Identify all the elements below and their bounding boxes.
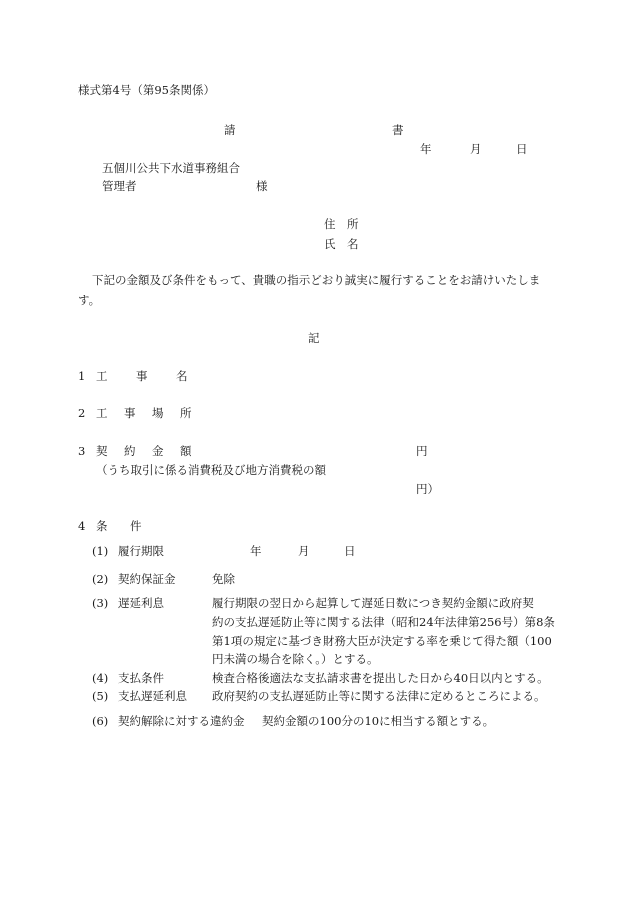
item-label-char: 条 — [96, 519, 108, 533]
ki-heading: 記 — [308, 331, 320, 345]
deadline-day: 日 — [344, 544, 356, 558]
condition-text-line: 約の支払遅延防止等に関する法律（昭和24年法律第256号）第8条 — [212, 615, 555, 629]
item-number: 2 — [78, 406, 86, 420]
item-label-char: 契 — [96, 444, 108, 458]
condition-text-line: 円未満の場合を除く。）とする。 — [212, 652, 379, 666]
condition-late-interest — [0, 595, 630, 613]
condition-label: 契約解除に対する違約金 — [118, 714, 245, 728]
date-year: 年 — [420, 142, 432, 156]
intro-line-2: す。 — [78, 293, 101, 307]
condition-number: (1) — [92, 544, 109, 558]
sender-name-label: 氏 名 — [324, 237, 359, 251]
deadline-year: 年 — [250, 544, 262, 558]
sender-address-label: 住 所 — [324, 217, 359, 231]
condition-penalty — [0, 713, 630, 731]
condition-text-line: 履行期限の翌日から起算して遅延日数につき契約金額に政府契 — [212, 596, 534, 610]
title-char-2: 書 — [392, 123, 404, 137]
item-number: 1 — [78, 369, 86, 383]
item-label-char: 額 — [180, 444, 192, 458]
condition-number: (3) — [92, 596, 109, 610]
condition-text: 政府契約の支払遅延防止等に関する法律に定めるところによる。 — [212, 689, 546, 703]
condition-text-line: 第1項の規定に基づき財務大臣が決定する率を乗じて得た額（100 — [212, 634, 552, 648]
condition-payment-terms — [0, 670, 630, 688]
addressee-org: 五個川公共下水道事務組合 — [102, 161, 240, 175]
date-month: 月 — [470, 142, 482, 156]
tax-yen-unit: 円） — [416, 482, 439, 496]
deadline-month: 月 — [298, 544, 310, 558]
condition-number: (2) — [92, 572, 109, 586]
condition-text: 契約金額の100分の10に相当する額とする。 — [262, 714, 495, 728]
condition-number: (4) — [92, 671, 109, 685]
item-label-char: 工 — [96, 369, 108, 383]
condition-deadline — [0, 543, 630, 561]
intro-line-1: 下記の金額及び条件をもって、貴職の指示どおり誠実に履行することをお請けいたしま — [92, 273, 541, 287]
item-label-char: 場 — [152, 406, 164, 420]
condition-text: 免除 — [212, 572, 235, 586]
item-label-char: 所 — [180, 406, 192, 420]
condition-label: 契約保証金 — [118, 572, 176, 586]
condition-number: (5) — [92, 689, 109, 703]
condition-label: 支払遅延利息 — [118, 689, 187, 703]
item-construction-name — [0, 368, 630, 386]
item-construction-site — [0, 405, 630, 423]
item-label-char: 名 — [176, 369, 188, 383]
item-label-char: 工 — [96, 406, 108, 420]
date-day: 日 — [516, 142, 528, 156]
condition-payment-delay — [0, 688, 630, 706]
item-label-char: 金 — [152, 444, 164, 458]
condition-text: 検査合格後適法な支払請求書を提出した日から40日以内とする。 — [212, 671, 549, 685]
addressee-role: 管理者 — [102, 179, 137, 193]
item-label-char: 事 — [124, 406, 136, 420]
item-label-char: 件 — [130, 519, 142, 533]
condition-guarantee — [0, 571, 630, 589]
item-number: 3 — [78, 444, 86, 458]
item-label-char: 事 — [136, 369, 148, 383]
yen-unit: 円 — [416, 444, 428, 458]
item-contract-amount — [0, 443, 630, 461]
tax-note: （うち取引に係る消費税及び地方消費税の額 — [96, 463, 326, 477]
addressee-honorific: 様 — [256, 179, 268, 193]
form-number: 様式第4号（第95条関係） — [78, 83, 215, 97]
condition-number: (6) — [92, 714, 109, 728]
condition-label: 支払条件 — [118, 671, 164, 685]
title-char-1: 請 — [224, 123, 236, 137]
item-label-char: 約 — [124, 444, 136, 458]
item-number: 4 — [78, 519, 86, 533]
condition-label: 履行期限 — [118, 544, 164, 558]
condition-label: 遅延利息 — [118, 596, 164, 610]
item-conditions — [0, 518, 630, 536]
